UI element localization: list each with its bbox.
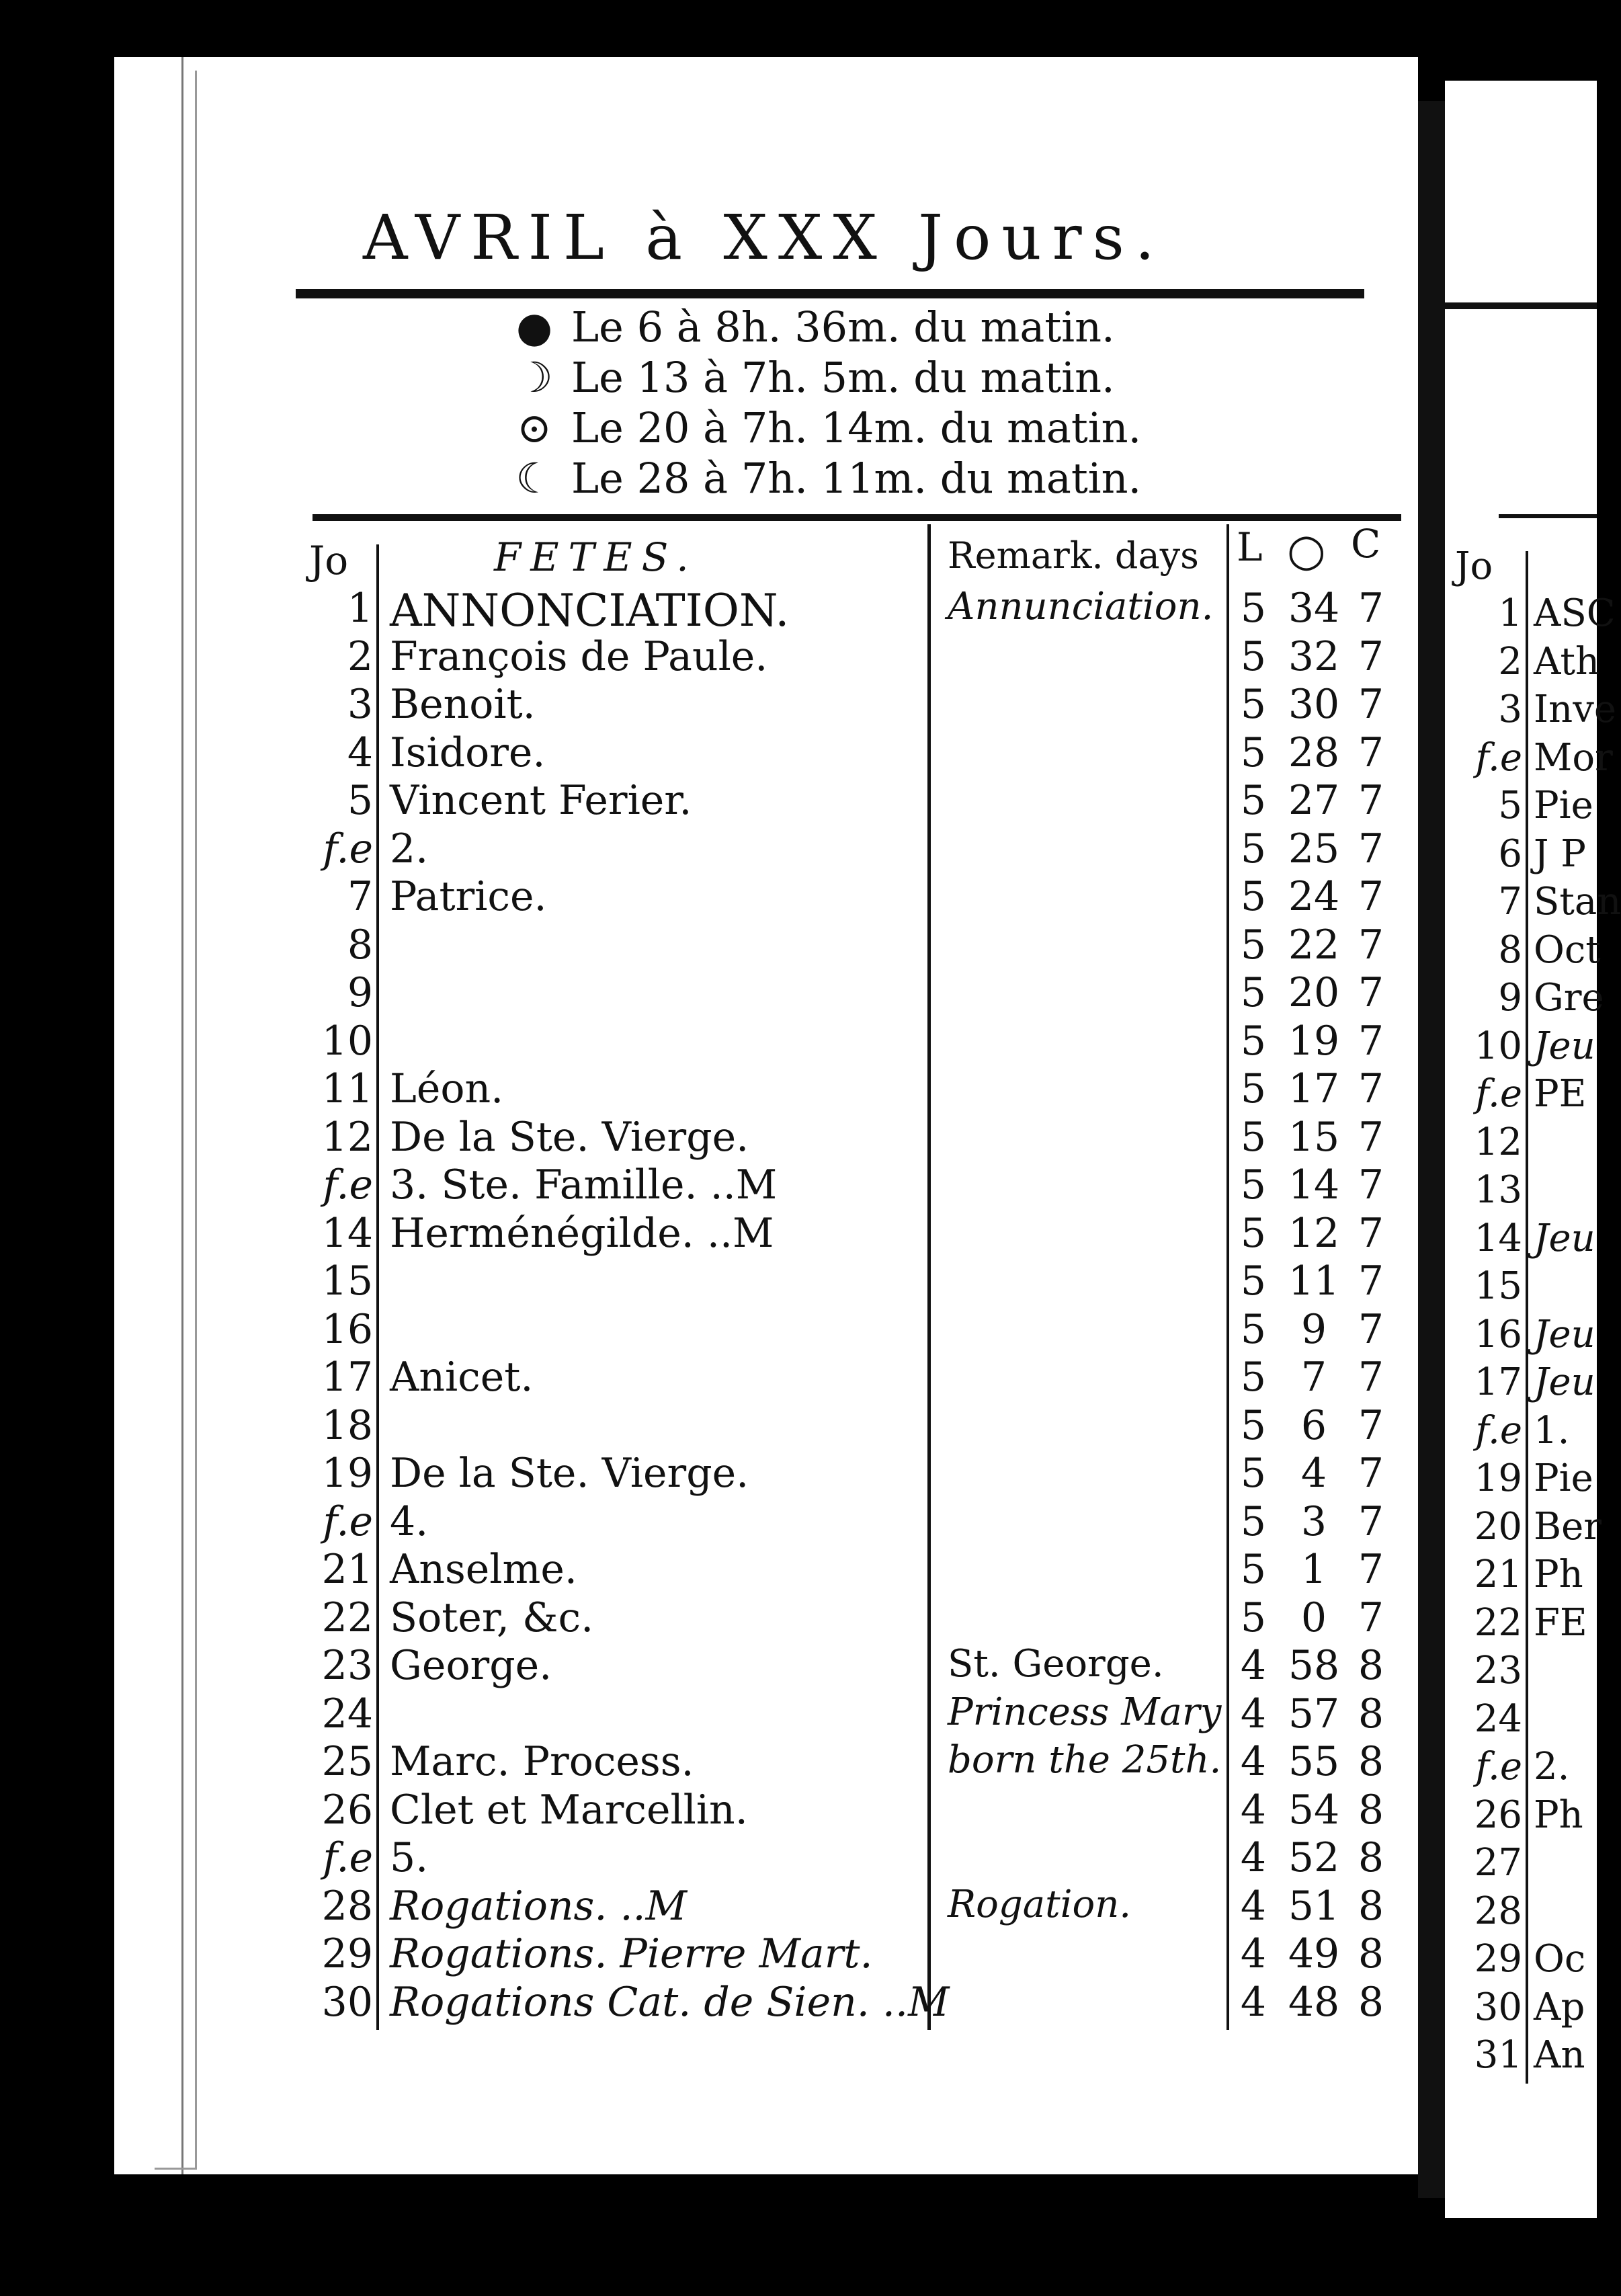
table-row [0,633,1411,682]
sun-icon: ○ [1287,524,1326,576]
value-l: 4 [1240,1690,1267,1737]
next-page-text: Jeu [1534,1360,1595,1404]
next-page-day: f.e [1475,1745,1522,1789]
next-page-text: Ap [1534,1985,1585,2029]
fete-name: De la Ste. Vierge. [390,1450,749,1497]
table-row [0,777,1411,825]
remark-text: Rogation. [948,1882,1132,1926]
next-page-text: PE [1534,1072,1587,1116]
moon-phase-text: Le 28 à 7h. 11m. du matin. [571,454,1142,503]
next-page-text: Ph [1534,1793,1583,1837]
value-sun: 20 [1288,969,1340,1016]
new-moon-icon: ● [515,302,553,352]
value-l: 5 [1240,1354,1267,1401]
value-l: 5 [1240,585,1267,632]
next-page-day: 8 [1498,928,1522,972]
day-number: f.e [323,1834,373,1881]
day-number: 2 [347,632,373,680]
moon-phase-line [511,454,1141,503]
next-page [1445,81,1621,2218]
next-page-text: Ph [1534,1553,1583,1596]
next-page-day: 10 [1474,1024,1522,1068]
next-page-day: 22 [1474,1600,1522,1645]
value-sun: 7 [1300,1354,1327,1401]
next-page-day: 31 [1474,2033,1522,2077]
value-c: 7 [1358,1498,1384,1545]
table-row [0,1114,1411,1162]
table-row [0,1498,1411,1547]
value-sun: 14 [1288,1161,1340,1208]
table-row [0,1402,1411,1450]
next-page-text: FE [1534,1600,1587,1645]
day-number: 12 [321,1113,373,1161]
next-page-day: 19 [1474,1457,1522,1500]
table-row [0,873,1411,921]
table-row [0,1065,1411,1114]
table-row [0,1979,1411,2027]
fete-name: ANNONCIATION. [390,585,790,637]
next-page-day: 1 [1498,591,1522,635]
day-number: 19 [321,1450,373,1497]
table-row [0,921,1411,970]
remark-text: Princess Mary [948,1690,1222,1734]
title-rule [296,289,1364,298]
remark-text: St. George. [948,1642,1164,1686]
value-l: 5 [1240,1017,1267,1065]
value-l: 5 [1240,632,1267,680]
next-page-text: Mor [1534,735,1613,780]
value-c: 7 [1358,1354,1384,1401]
next-page-text: Stan [1534,880,1621,924]
next-page-text: Oct [1534,928,1601,972]
value-c: 7 [1358,1209,1384,1257]
value-c: 7 [1358,1450,1384,1497]
value-l: 4 [1240,1930,1267,1977]
next-page-text: Jeu [1534,1216,1595,1260]
day-number: 28 [321,1882,373,1930]
fete-name: Patrice. [390,873,547,920]
next-page-day: f.e [1475,735,1522,780]
value-c: 7 [1358,1065,1384,1112]
next-page-text: 2. [1534,1745,1570,1789]
fete-name: François de Paule. [390,632,768,680]
value-c: 8 [1358,1978,1384,2026]
fete-name: Soter, &c. [390,1594,594,1641]
fete-name: 3. Ste. Famille. ..M [390,1161,778,1208]
value-sun: 49 [1288,1930,1340,1977]
table-row [0,1306,1411,1354]
table-row [0,969,1411,1018]
day-number: 14 [321,1209,373,1257]
next-page-text: Pie [1534,1457,1593,1500]
first-quarter-icon: ☽ [515,353,553,402]
value-c: 7 [1358,873,1384,920]
next-page-day: 21 [1474,1553,1522,1596]
value-sun: 3 [1300,1498,1327,1545]
next-page-day: 14 [1474,1216,1522,1260]
value-sun: 48 [1288,1978,1340,2026]
next-page-day: 13 [1474,1168,1522,1212]
day-number: 18 [321,1401,373,1449]
header-jo: Jo [309,538,349,583]
value-sun: 32 [1288,632,1340,680]
day-number: 30 [321,1978,373,2026]
fete-name: George. [390,1642,552,1689]
fete-name: Anicet. [390,1354,534,1401]
value-sun: 6 [1300,1401,1327,1449]
table-top-rule [313,514,1401,521]
header-remark-days: Remark. days [948,534,1199,577]
moon-phase-text: Le 6 à 8h. 36m. du matin. [571,302,1115,352]
value-c: 8 [1358,1690,1384,1737]
value-l: 5 [1240,1546,1267,1593]
table-row [0,1450,1411,1498]
fete-name: Rogations Cat. de Sien. ..M [390,1978,950,2026]
next-page-text: Ath [1534,639,1600,684]
day-number: f.e [323,1498,373,1545]
next-page-day: 28 [1474,1889,1522,1933]
fete-name: Isidore. [390,729,546,776]
fete-name: Herménégilde. ..M [390,1209,774,1257]
value-sun: 19 [1288,1017,1340,1065]
fete-name: 4. [390,1498,429,1545]
value-c: 7 [1358,825,1384,872]
moon-phase-text: Le 13 à 7h. 5m. du matin. [571,353,1115,402]
value-sun: 30 [1288,681,1340,728]
next-page-day: 26 [1474,1793,1522,1837]
fete-name: De la Ste. Vierge. [390,1113,749,1161]
value-c: 7 [1358,1305,1384,1353]
value-sun: 22 [1288,921,1340,969]
day-number: 4 [347,729,373,776]
value-sun: 0 [1300,1594,1327,1641]
next-page-table-rule [1499,514,1597,518]
next-page-day: 9 [1498,976,1522,1020]
value-c: 7 [1358,1258,1384,1305]
value-l: 5 [1240,1065,1267,1112]
day-number: 1 [347,585,373,632]
fete-name: Rogations. Pierre Mart. [390,1930,873,1977]
next-page-divider [1526,551,1528,2084]
day-number: 23 [321,1642,373,1689]
value-sun: 25 [1288,825,1340,872]
table-row [0,1018,1411,1066]
table-row [0,1354,1411,1402]
table-row [0,1690,1411,1739]
fete-name: Clet et Marcellin. [390,1786,748,1834]
value-l: 5 [1240,1209,1267,1257]
moon-phase-line [511,403,1141,452]
value-c: 7 [1358,1113,1384,1161]
value-l: 5 [1240,1305,1267,1353]
value-sun: 11 [1288,1258,1340,1305]
day-number: 3 [347,681,373,728]
page-title: AVRIL à XXX Jours. [363,202,1166,274]
value-c: 8 [1358,1642,1384,1689]
next-page-text: Ber [1534,1504,1602,1549]
value-l: 4 [1240,1978,1267,2026]
value-sun: 57 [1288,1690,1340,1737]
value-sun: 28 [1288,729,1340,776]
moon-phase-line [511,302,1115,352]
table-row [0,1738,1411,1787]
full-moon-icon: ⊙ [517,403,552,452]
next-page-day: 6 [1498,831,1522,876]
next-page-header-jo: Jo [1455,544,1493,588]
value-l: 4 [1240,1882,1267,1930]
value-c: 7 [1358,1594,1384,1641]
table-row [0,1258,1411,1306]
value-sun: 9 [1300,1305,1327,1353]
fete-name: Léon. [390,1065,504,1112]
next-page-text: ASC [1534,591,1616,635]
value-sun: 4 [1300,1450,1327,1497]
value-sun: 24 [1288,873,1340,920]
value-l: 4 [1240,1786,1267,1834]
value-c: 8 [1358,1930,1384,1977]
value-l: 5 [1240,1498,1267,1545]
next-page-day: 15 [1474,1264,1522,1308]
value-c: 7 [1358,1161,1384,1208]
value-c: 7 [1358,1017,1384,1065]
value-sun: 34 [1288,585,1340,632]
value-l: 5 [1240,729,1267,776]
table-row [0,681,1411,729]
moon-phase-text: Le 20 à 7h. 14m. du matin. [571,403,1142,452]
next-page-day: 30 [1474,1985,1522,2029]
day-number: 21 [321,1546,373,1593]
table-row [0,1834,1411,1883]
value-c: 7 [1358,585,1384,632]
day-number: 22 [321,1594,373,1641]
book-spine [1418,101,1445,2198]
next-page-day: 7 [1498,880,1522,924]
day-number: 5 [347,777,373,824]
value-l: 5 [1240,1113,1267,1161]
day-number: 29 [321,1930,373,1977]
value-sun: 52 [1288,1834,1340,1881]
value-l: 5 [1240,777,1267,824]
next-page-day: 20 [1474,1504,1522,1549]
value-l: 4 [1240,1738,1267,1785]
value-c: 8 [1358,1882,1384,1930]
fete-name: Marc. Process. [390,1738,694,1785]
value-sun: 55 [1288,1738,1340,1785]
value-sun: 54 [1288,1786,1340,1834]
next-page-day: 23 [1474,1649,1522,1692]
value-sun: 51 [1288,1882,1340,1930]
header-fetes: FETES. [494,534,698,580]
fete-name: 2. [390,825,429,872]
table-row [0,1210,1411,1258]
next-page-text: An [1534,2033,1585,2077]
value-sun: 27 [1288,777,1340,824]
day-number: 10 [321,1017,373,1065]
value-c: 8 [1358,1834,1384,1881]
value-l: 5 [1240,681,1267,728]
table-row [0,1594,1411,1643]
table-row [0,585,1411,637]
next-page-day: 5 [1498,784,1522,827]
next-page-day: 16 [1474,1312,1522,1356]
value-sun: 15 [1288,1113,1340,1161]
remark-text: Annunciation. [948,585,1214,628]
day-number: f.e [323,825,373,872]
next-page-text: Jeu [1534,1312,1595,1356]
value-sun: 17 [1288,1065,1340,1112]
header-l: L [1237,524,1263,570]
fete-name: 5. [390,1834,429,1881]
table-row [0,1161,1411,1210]
next-page-text: Gre [1534,976,1604,1020]
day-number: 24 [321,1690,373,1737]
value-l: 5 [1240,873,1267,920]
value-l: 4 [1240,1642,1267,1689]
fete-name: Vincent Ferier. [390,777,692,824]
value-l: 5 [1240,1161,1267,1208]
next-page-text: Jeu [1534,1024,1595,1068]
table-row [0,825,1411,874]
table-row [0,1546,1411,1594]
value-c: 8 [1358,1738,1384,1785]
table-row [0,729,1411,778]
value-l: 5 [1240,921,1267,969]
next-page-day: 2 [1498,639,1522,684]
moon-phase-line [511,353,1115,402]
next-page-day: f.e [1475,1408,1522,1452]
next-page-day: 27 [1474,1841,1522,1885]
table-row [0,1883,1411,1931]
value-sun: 12 [1288,1209,1340,1257]
value-l: 5 [1240,825,1267,872]
value-c: 7 [1358,777,1384,824]
day-number: 25 [321,1738,373,1785]
day-number: 15 [321,1258,373,1305]
next-page-day: 17 [1474,1360,1522,1404]
value-l: 5 [1240,1450,1267,1497]
next-page-day: 12 [1474,1120,1522,1164]
value-l: 5 [1240,969,1267,1016]
table-row [0,1787,1411,1835]
next-page-title-rule [1445,302,1597,309]
value-c: 7 [1358,729,1384,776]
day-number: 17 [321,1354,373,1401]
next-page-text: J P [1534,831,1586,876]
table-row [0,1930,1411,1979]
header-c: C [1351,521,1381,567]
value-l: 5 [1240,1401,1267,1449]
table-row [0,1642,1411,1690]
day-number: 7 [347,873,373,920]
value-l: 5 [1240,1594,1267,1641]
day-number: 8 [347,921,373,969]
day-number: 11 [321,1065,373,1112]
value-c: 7 [1358,1546,1384,1593]
next-page-day: 24 [1474,1696,1522,1741]
next-page-text: Pie [1534,784,1593,827]
value-c: 7 [1358,921,1384,969]
next-page-text: Inve [1534,688,1616,731]
value-c: 7 [1358,969,1384,1016]
value-sun: 1 [1300,1546,1327,1593]
last-quarter-icon: ☾ [515,454,553,503]
next-page-text: Oc [1534,1937,1586,1981]
day-number: 9 [347,969,373,1016]
value-c: 7 [1358,632,1384,680]
fete-name: Rogations. ..M [390,1882,688,1930]
remark-text: born the 25th. [948,1738,1222,1782]
next-page-day: 29 [1474,1937,1522,1981]
day-number: f.e [323,1161,373,1208]
value-c: 7 [1358,681,1384,728]
value-l: 5 [1240,1258,1267,1305]
next-page-day: 3 [1498,688,1522,731]
fete-name: Benoit. [390,681,536,728]
day-number: 16 [321,1305,373,1353]
next-page-text: 1. [1534,1408,1570,1452]
next-page-day: f.e [1475,1072,1522,1116]
value-sun: 58 [1288,1642,1340,1689]
fete-name: Anselme. [390,1546,577,1593]
value-c: 8 [1358,1786,1384,1834]
day-number: 26 [321,1786,373,1834]
value-l: 4 [1240,1834,1267,1881]
value-c: 7 [1358,1401,1384,1449]
